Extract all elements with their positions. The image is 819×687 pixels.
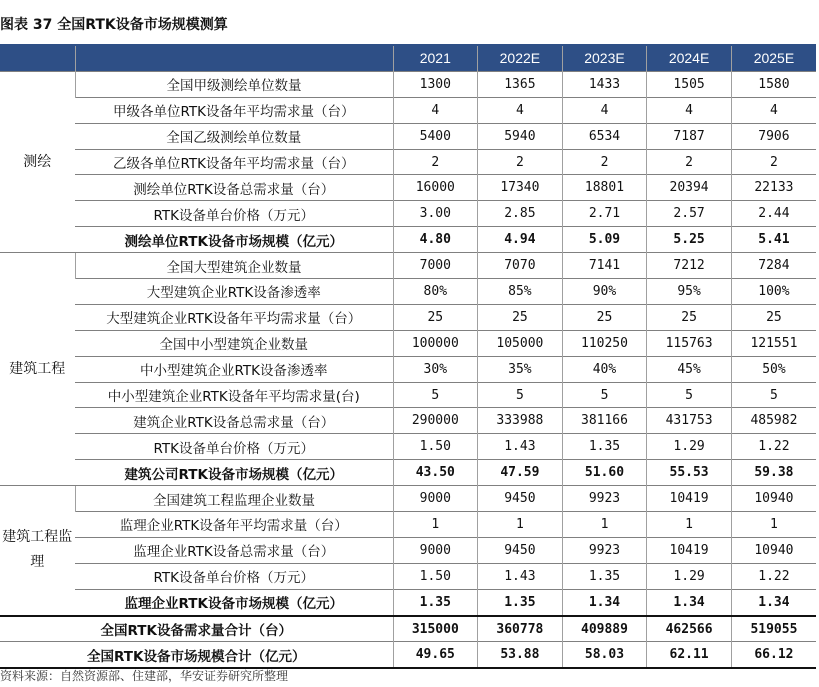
value-cell: 95% bbox=[647, 279, 732, 305]
value-cell: 1.50 bbox=[393, 563, 478, 589]
value-cell: 59.38 bbox=[731, 460, 816, 486]
value-cell: 22133 bbox=[731, 175, 816, 201]
value-cell: 5 bbox=[731, 382, 816, 408]
row-label: 测绘单位RTK设备市场规模（亿元） bbox=[75, 227, 393, 253]
value-cell: 25 bbox=[393, 304, 478, 330]
row-label: 乙级各单位RTK设备年平均需求量（台） bbox=[75, 149, 393, 175]
table-row bbox=[0, 460, 816, 486]
table-row bbox=[0, 537, 816, 563]
table-row bbox=[0, 486, 816, 512]
table-row bbox=[0, 356, 816, 382]
row-label: RTK设备单台价格（万元） bbox=[75, 434, 393, 460]
total-value-cell: 53.88 bbox=[478, 642, 563, 668]
total-label: 全国RTK设备需求量合计（台） bbox=[0, 616, 393, 642]
value-cell: 121551 bbox=[731, 330, 816, 356]
value-cell: 4 bbox=[562, 97, 647, 123]
value-cell: 5.09 bbox=[562, 227, 647, 253]
row-label: 大型建筑企业RTK设备渗透率 bbox=[75, 279, 393, 305]
header-row bbox=[0, 45, 816, 71]
header-blank-item bbox=[75, 45, 393, 71]
column-header: 2021 bbox=[393, 45, 478, 71]
value-cell: 1.22 bbox=[731, 434, 816, 460]
value-cell: 2 bbox=[562, 149, 647, 175]
value-cell: 10940 bbox=[731, 486, 816, 512]
group-label: 建筑工程监理 bbox=[0, 486, 75, 616]
value-cell: 1.22 bbox=[731, 563, 816, 589]
value-cell: 1.43 bbox=[478, 434, 563, 460]
row-label: 监理企业RTK设备年平均需求量（台） bbox=[75, 512, 393, 538]
row-label: RTK设备单台价格（万元） bbox=[75, 201, 393, 227]
value-cell: 485982 bbox=[731, 408, 816, 434]
value-cell: 1.34 bbox=[647, 589, 732, 615]
value-cell: 2 bbox=[478, 149, 563, 175]
value-cell: 9923 bbox=[562, 486, 647, 512]
value-cell: 1.35 bbox=[393, 589, 478, 615]
row-label: 测绘单位RTK设备总需求量（台） bbox=[75, 175, 393, 201]
total-value-cell: 462566 bbox=[647, 616, 732, 642]
value-cell: 7284 bbox=[731, 253, 816, 279]
group-label: 建筑工程 bbox=[0, 253, 75, 486]
value-cell: 1.35 bbox=[562, 434, 647, 460]
table-row bbox=[0, 123, 816, 149]
value-cell: 5 bbox=[478, 382, 563, 408]
row-label: 中小型建筑企业RTK设备年平均需求量(台) bbox=[75, 382, 393, 408]
value-cell: 4 bbox=[731, 97, 816, 123]
value-cell: 1580 bbox=[731, 71, 816, 97]
value-cell: 90% bbox=[562, 279, 647, 305]
total-value-cell: 409889 bbox=[562, 616, 647, 642]
value-cell: 25 bbox=[731, 304, 816, 330]
table-row bbox=[0, 201, 816, 227]
row-label: 全国中小型建筑企业数量 bbox=[75, 330, 393, 356]
value-cell: 1365 bbox=[478, 71, 563, 97]
table-row bbox=[0, 434, 816, 460]
value-cell: 1 bbox=[393, 512, 478, 538]
table-row bbox=[0, 71, 816, 97]
value-cell: 5 bbox=[393, 382, 478, 408]
row-label: 大型建筑企业RTK设备年平均需求量（台） bbox=[75, 304, 393, 330]
table-row bbox=[0, 253, 816, 279]
value-cell: 43.50 bbox=[393, 460, 478, 486]
table-row bbox=[0, 512, 816, 538]
value-cell: 1.35 bbox=[478, 589, 563, 615]
value-cell: 2.71 bbox=[562, 201, 647, 227]
value-cell: 40% bbox=[562, 356, 647, 382]
value-cell: 4 bbox=[478, 97, 563, 123]
value-cell: 7141 bbox=[562, 253, 647, 279]
table-row bbox=[0, 330, 816, 356]
total-value-cell: 49.65 bbox=[393, 642, 478, 668]
value-cell: 333988 bbox=[478, 408, 563, 434]
value-cell: 1505 bbox=[647, 71, 732, 97]
value-cell: 105000 bbox=[478, 330, 563, 356]
value-cell: 25 bbox=[562, 304, 647, 330]
value-cell: 2 bbox=[731, 149, 816, 175]
total-value-cell: 62.11 bbox=[647, 642, 732, 668]
value-cell: 5.41 bbox=[731, 227, 816, 253]
row-label: 甲级各单位RTK设备年平均需求量（台） bbox=[75, 97, 393, 123]
value-cell: 9000 bbox=[393, 537, 478, 563]
value-cell: 47.59 bbox=[478, 460, 563, 486]
value-cell: 4 bbox=[393, 97, 478, 123]
source-note: 资料来源：自然资源部、住建部，华安证券研究所整理 bbox=[0, 669, 289, 683]
total-value-cell: 360778 bbox=[478, 616, 563, 642]
table-row bbox=[0, 97, 816, 123]
total-value-cell: 315000 bbox=[393, 616, 478, 642]
value-cell: 2.85 bbox=[478, 201, 563, 227]
table-row bbox=[0, 304, 816, 330]
value-cell: 1300 bbox=[393, 71, 478, 97]
value-cell: 100% bbox=[731, 279, 816, 305]
value-cell: 85% bbox=[478, 279, 563, 305]
value-cell: 55.53 bbox=[647, 460, 732, 486]
value-cell: 431753 bbox=[647, 408, 732, 434]
row-label: 全国甲级测绘单位数量 bbox=[75, 71, 393, 97]
total-value-cell: 58.03 bbox=[562, 642, 647, 668]
value-cell: 7187 bbox=[647, 123, 732, 149]
header-blank-group bbox=[0, 45, 75, 71]
column-header: 2022E bbox=[478, 45, 563, 71]
total-label: 全国RTK设备市场规模合计（亿元） bbox=[0, 642, 393, 668]
value-cell: 9000 bbox=[393, 486, 478, 512]
value-cell: 35% bbox=[478, 356, 563, 382]
table-row bbox=[0, 175, 816, 201]
value-cell: 9923 bbox=[562, 537, 647, 563]
table-row bbox=[0, 227, 816, 253]
value-cell: 5940 bbox=[478, 123, 563, 149]
value-cell: 20394 bbox=[647, 175, 732, 201]
value-cell: 7070 bbox=[478, 253, 563, 279]
total-value-cell: 66.12 bbox=[731, 642, 816, 668]
value-cell: 25 bbox=[647, 304, 732, 330]
table-row bbox=[0, 589, 816, 615]
value-cell: 100000 bbox=[393, 330, 478, 356]
value-cell: 45% bbox=[647, 356, 732, 382]
value-cell: 5.25 bbox=[647, 227, 732, 253]
row-label: 全国建筑工程监理企业数量 bbox=[75, 486, 393, 512]
value-cell: 80% bbox=[393, 279, 478, 305]
value-cell: 9450 bbox=[478, 486, 563, 512]
table-row bbox=[0, 382, 816, 408]
value-cell: 5 bbox=[562, 382, 647, 408]
value-cell: 4.80 bbox=[393, 227, 478, 253]
value-cell: 1 bbox=[647, 512, 732, 538]
row-label: 建筑公司RTK设备市场规模（亿元） bbox=[75, 460, 393, 486]
value-cell: 2 bbox=[647, 149, 732, 175]
value-cell: 10940 bbox=[731, 537, 816, 563]
value-cell: 1.34 bbox=[731, 589, 816, 615]
table-row bbox=[0, 408, 816, 434]
value-cell: 6534 bbox=[562, 123, 647, 149]
value-cell: 10419 bbox=[647, 537, 732, 563]
value-cell: 1 bbox=[731, 512, 816, 538]
data-table-container bbox=[0, 44, 816, 669]
value-cell: 1.29 bbox=[647, 434, 732, 460]
total-value-cell: 519055 bbox=[731, 616, 816, 642]
value-cell: 2.57 bbox=[647, 201, 732, 227]
value-cell: 1.50 bbox=[393, 434, 478, 460]
row-label: 监理企业RTK设备总需求量（台） bbox=[75, 537, 393, 563]
value-cell: 51.60 bbox=[562, 460, 647, 486]
value-cell: 2.44 bbox=[731, 201, 816, 227]
value-cell: 1.43 bbox=[478, 563, 563, 589]
value-cell: 110250 bbox=[562, 330, 647, 356]
value-cell: 9450 bbox=[478, 537, 563, 563]
row-label: 建筑企业RTK设备总需求量（台） bbox=[75, 408, 393, 434]
table-row bbox=[0, 149, 816, 175]
value-cell: 290000 bbox=[393, 408, 478, 434]
value-cell: 17340 bbox=[478, 175, 563, 201]
value-cell: 50% bbox=[731, 356, 816, 382]
value-cell: 1.29 bbox=[647, 563, 732, 589]
value-cell: 5400 bbox=[393, 123, 478, 149]
total-row bbox=[0, 616, 816, 642]
value-cell: 16000 bbox=[393, 175, 478, 201]
row-label: 全国乙级测绘单位数量 bbox=[75, 123, 393, 149]
value-cell: 3.00 bbox=[393, 201, 478, 227]
value-cell: 1.34 bbox=[562, 589, 647, 615]
table-title: 图表 37 全国RTK设备市场规模测算 bbox=[0, 17, 228, 33]
value-cell: 1 bbox=[562, 512, 647, 538]
row-label: 中小型建筑企业RTK设备渗透率 bbox=[75, 356, 393, 382]
value-cell: 4 bbox=[647, 97, 732, 123]
value-cell: 7212 bbox=[647, 253, 732, 279]
value-cell: 115763 bbox=[647, 330, 732, 356]
group-label: 测绘 bbox=[0, 71, 75, 252]
value-cell: 1.35 bbox=[562, 563, 647, 589]
total-row bbox=[0, 642, 816, 668]
row-label: 全国大型建筑企业数量 bbox=[75, 253, 393, 279]
value-cell: 10419 bbox=[647, 486, 732, 512]
value-cell: 7906 bbox=[731, 123, 816, 149]
row-label: RTK设备单台价格（万元） bbox=[75, 563, 393, 589]
value-cell: 381166 bbox=[562, 408, 647, 434]
value-cell: 30% bbox=[393, 356, 478, 382]
value-cell: 25 bbox=[478, 304, 563, 330]
value-cell: 2 bbox=[393, 149, 478, 175]
value-cell: 1 bbox=[478, 512, 563, 538]
value-cell: 1433 bbox=[562, 71, 647, 97]
column-header: 2025E bbox=[731, 45, 816, 71]
column-header: 2024E bbox=[647, 45, 732, 71]
table-row bbox=[0, 563, 816, 589]
row-label: 监理企业RTK设备市场规模（亿元） bbox=[75, 589, 393, 615]
value-cell: 18801 bbox=[562, 175, 647, 201]
value-cell: 4.94 bbox=[478, 227, 563, 253]
value-cell: 5 bbox=[647, 382, 732, 408]
column-header: 2023E bbox=[562, 45, 647, 71]
value-cell: 7000 bbox=[393, 253, 478, 279]
table-row bbox=[0, 279, 816, 305]
rtk-market-table bbox=[0, 44, 816, 669]
